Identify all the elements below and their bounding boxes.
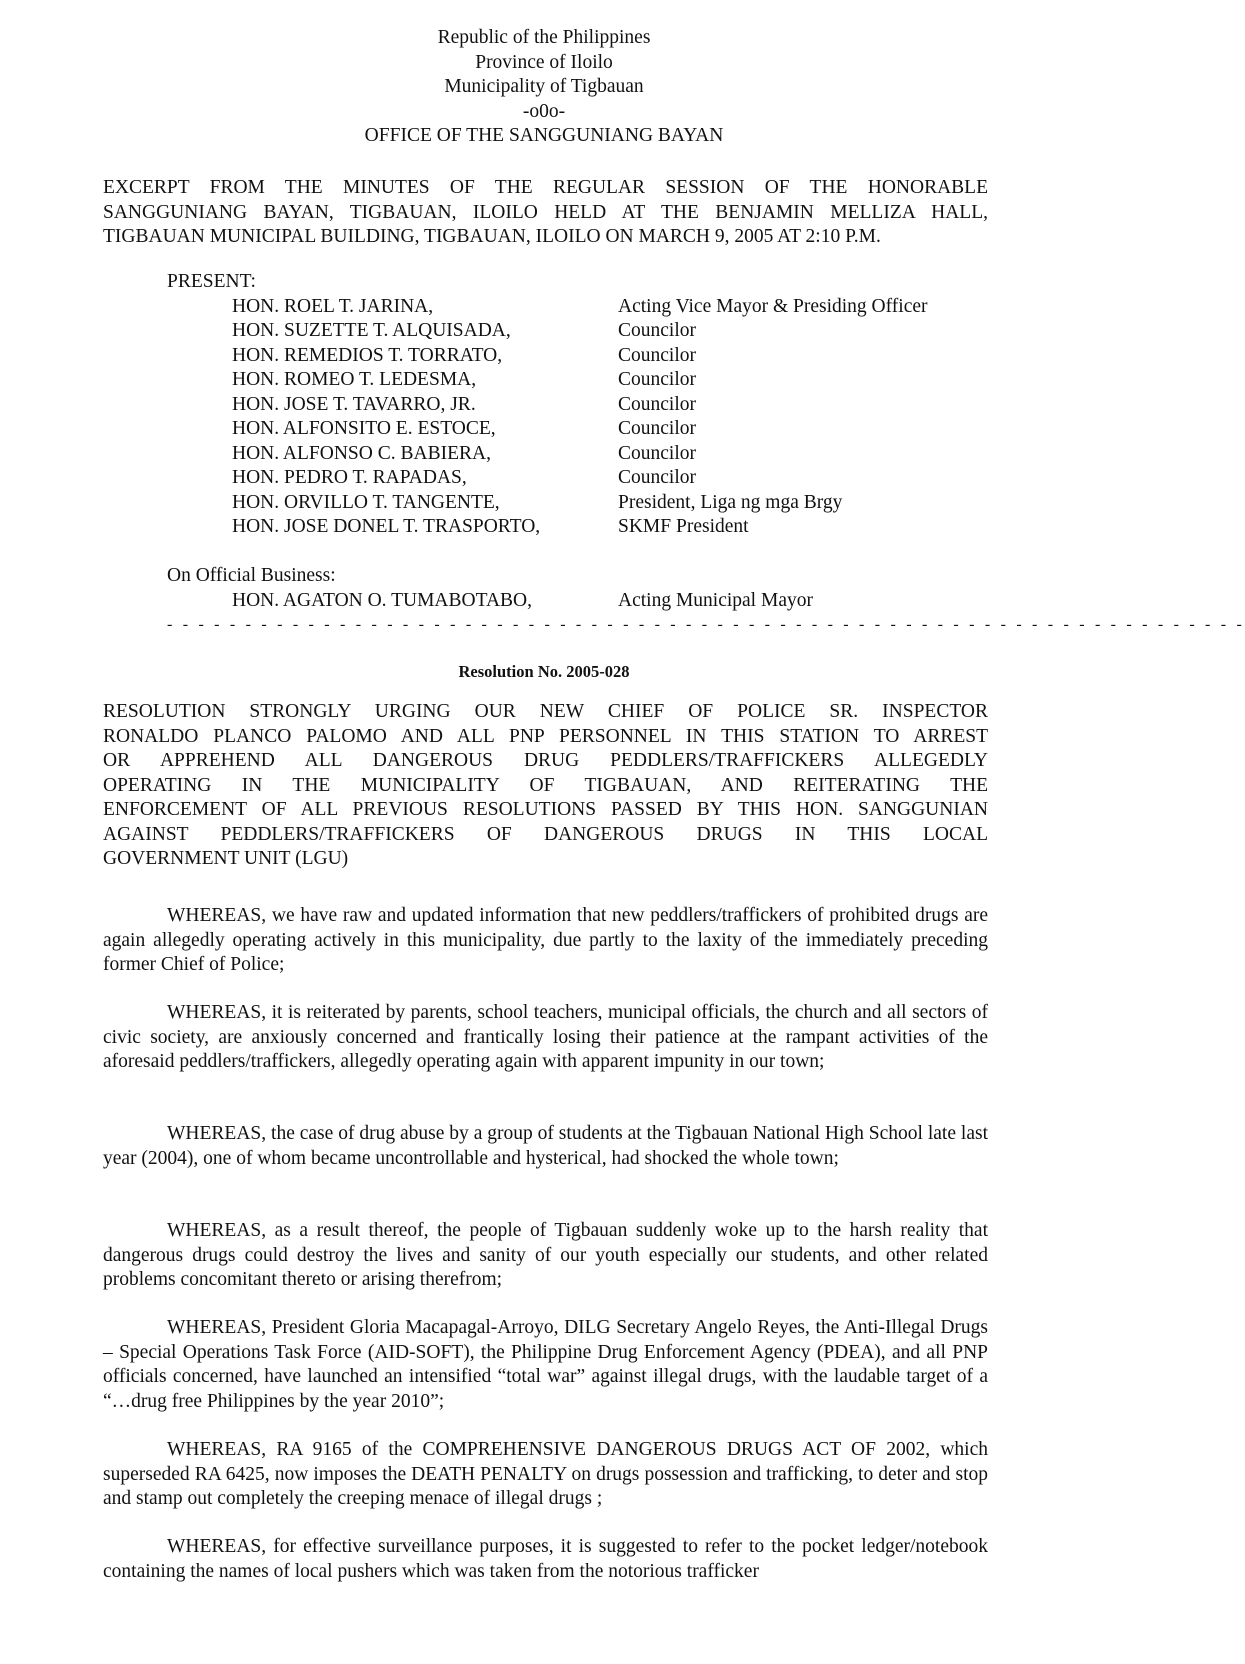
attendee-row [0,491,1088,516]
attendee-row [0,368,1088,393]
attendee-row [0,393,1088,418]
attendee-position: Councilor [618,369,696,390]
attendee-name: HON. ROMEO T. LEDESMA, [232,369,477,390]
attendee-name: HON. ROEL T. JARINA, [232,295,434,317]
official-business-label: On Official Business: [167,565,336,586]
letterhead [0,26,1088,149]
resolution-title-line: OPERATING IN THE MUNICIPALITY OF TIGBAUAN, AND REITERATING THE [103,774,988,796]
attendee-row [0,589,1088,614]
resolution-title [103,700,988,872]
attendee-position: Councilor [618,467,696,488]
whereas-clause: WHEREAS, President Gloria Macapagal-Arroyo, DILG Secretary Angelo Reyes, the Anti-Illegal Drugs – Special Operations Task Force (AID-SOFT), the Philippine Drug Enforcement Agency (PDEA), and all PNP officials concerned, have launched an intensified “total war” against illegal drugs, with the laudable target of a “…drug free Philippines by the year 2010”; [103,1317,988,1412]
resolution-title-line: ENFORCEMENT OF ALL PREVIOUS RESOLUTIONS PASSED BY THIS HON. SANGGUNIAN [103,799,988,820]
whereas-clause: WHEREAS, the case of drug abuse by a group of students at the Tigbauan National High School late last year (2004), one of whom became uncontrollable and hysterical, had shocked the whole town; [103,1123,988,1169]
attendee-row [0,466,1088,491]
attendee-row [0,417,1088,442]
resolution-number: Resolution No. 2005-028 [458,662,630,681]
header-republic: Republic of the Philippines [437,27,651,48]
attendee-row [0,515,1088,540]
attendee-position: Acting Municipal Mayor [618,589,813,611]
attendee-position: President, Liga ng mga Brgy [618,491,843,513]
resolution-title-line: RONALDO PLANCO PALOMO AND ALL PNP PERSONNEL IN THIS STATION TO ARREST [103,725,988,747]
whereas-clause: WHEREAS, we have raw and updated information that new peddlers/traffickers of prohibited drugs are again allegedly operating actively in this municipality, due partly to the laxity of the immediately preceding former Chief of Police; [103,905,988,975]
attendee-name: HON. SUZETTE T. ALQUISADA, [232,320,511,341]
attendee-name: HON. ORVILLO T. TANGENTE, [232,491,500,513]
resolution-title-line: OR APPREHEND ALL DANGEROUS DRUG PEDDLERS/TRAFFICKERS ALLEGEDLY [103,750,988,771]
whereas-clause: WHEREAS, it is reiterated by parents, school teachers, municipal officials, the church and all sectors of civic society, are anxiously concerned and frantically losing their patience at the rampant activities of the aforesaid peddlers/traffickers, allegedly operating again with apparent impunity in our town; [103,1002,988,1072]
attendee-name: HON. JOSE DONEL T. TRASPORTO, [232,516,541,537]
attendee-position: Councilor [618,418,696,439]
attendee-position: Councilor [618,320,696,341]
whereas-clause: WHEREAS, for effective surveillance purposes, it is suggested to refer to the pocket ledger/notebook containing the names of local pushers which was taken from the notorious trafficker [103,1536,988,1582]
attendee-row [0,344,1088,369]
attendee-row [0,442,1088,467]
attendee-name: HON. ALFONSO C. BABIERA, [232,442,491,464]
attendee-row [0,295,1088,320]
excerpt-line: SANGGUNIANG BAYAN, TIGBAUAN, ILOILO HELD AT THE BENJAMIN MELLIZA HALL, [103,201,988,223]
header-office: OFFICE OF THE SANGGUNIANG BAYAN [364,125,724,146]
header-ornament: -o0o- [522,100,566,122]
header-municipality: Municipality of Tigbauan [444,76,644,97]
resolution-title-line: AGAINST PEDDLERS/TRAFFICKERS OF DANGEROUS DRUGS IN THIS LOCAL [103,823,988,845]
present-label: PRESENT: [167,271,256,292]
section-separator: - - - - - - - - - - - - - - - - - - - - - - - - - - - - - - - - - - - - - - - - - - - - - - - - - - - - - - - - - - - - - - - - - - - - - [167,616,1245,633]
excerpt-line: TIGBAUAN MUNICIPAL BUILDING, TIGBAUAN, ILOILO ON MARCH 9, 2005 AT 2:10 P.M. [103,226,881,247]
attendee-position: Councilor [618,344,696,366]
attendee-position: Councilor [618,393,696,415]
whereas-clause: WHEREAS, as a result thereof, the people of Tigbauan suddenly woke up to the harsh reality that dangerous drugs could destroy the lives and sanity of our youth especially our students, and other related problems concomitant thereto or arising therefrom; [103,1220,988,1290]
resolution-title-line: GOVERNMENT UNIT (LGU) [103,848,349,869]
attendee-name: HON. PEDRO T. RAPADAS, [232,467,467,488]
attendee-position: Acting Vice Mayor & Presiding Officer [618,295,928,317]
attendee-name: HON. REMEDIOS T. TORRATO, [232,344,503,366]
excerpt-heading [103,176,988,250]
attendee-row [0,319,1088,344]
attendee-name: HON. JOSE T. TAVARRO, JR. [232,393,476,415]
attendee-name: HON. AGATON O. TUMABOTABO, [232,589,532,611]
attendance-list [0,270,1088,613]
attendee-position: SKMF President [618,516,749,537]
header-province: Province of Iloilo [475,51,613,73]
excerpt-line: EXCERPT FROM THE MINUTES OF THE REGULAR SESSION OF THE HONORABLE [103,177,988,198]
whereas-clause: WHEREAS, RA 9165 of the COMPREHENSIVE DANGEROUS DRUGS ACT OF 2002, which superseded RA 6425, now imposes the DEATH PENALTY on drugs possession and trafficking, to deter and stop and stamp out completely the creeping menace of illegal drugs ; [103,1439,988,1509]
attendee-name: HON. ALFONSITO E. ESTOCE, [232,418,496,439]
resolution-title-line: RESOLUTION STRONGLY URGING OUR NEW CHIEF OF POLICE SR. INSPECTOR [103,701,988,722]
attendee-position: Councilor [618,442,696,464]
